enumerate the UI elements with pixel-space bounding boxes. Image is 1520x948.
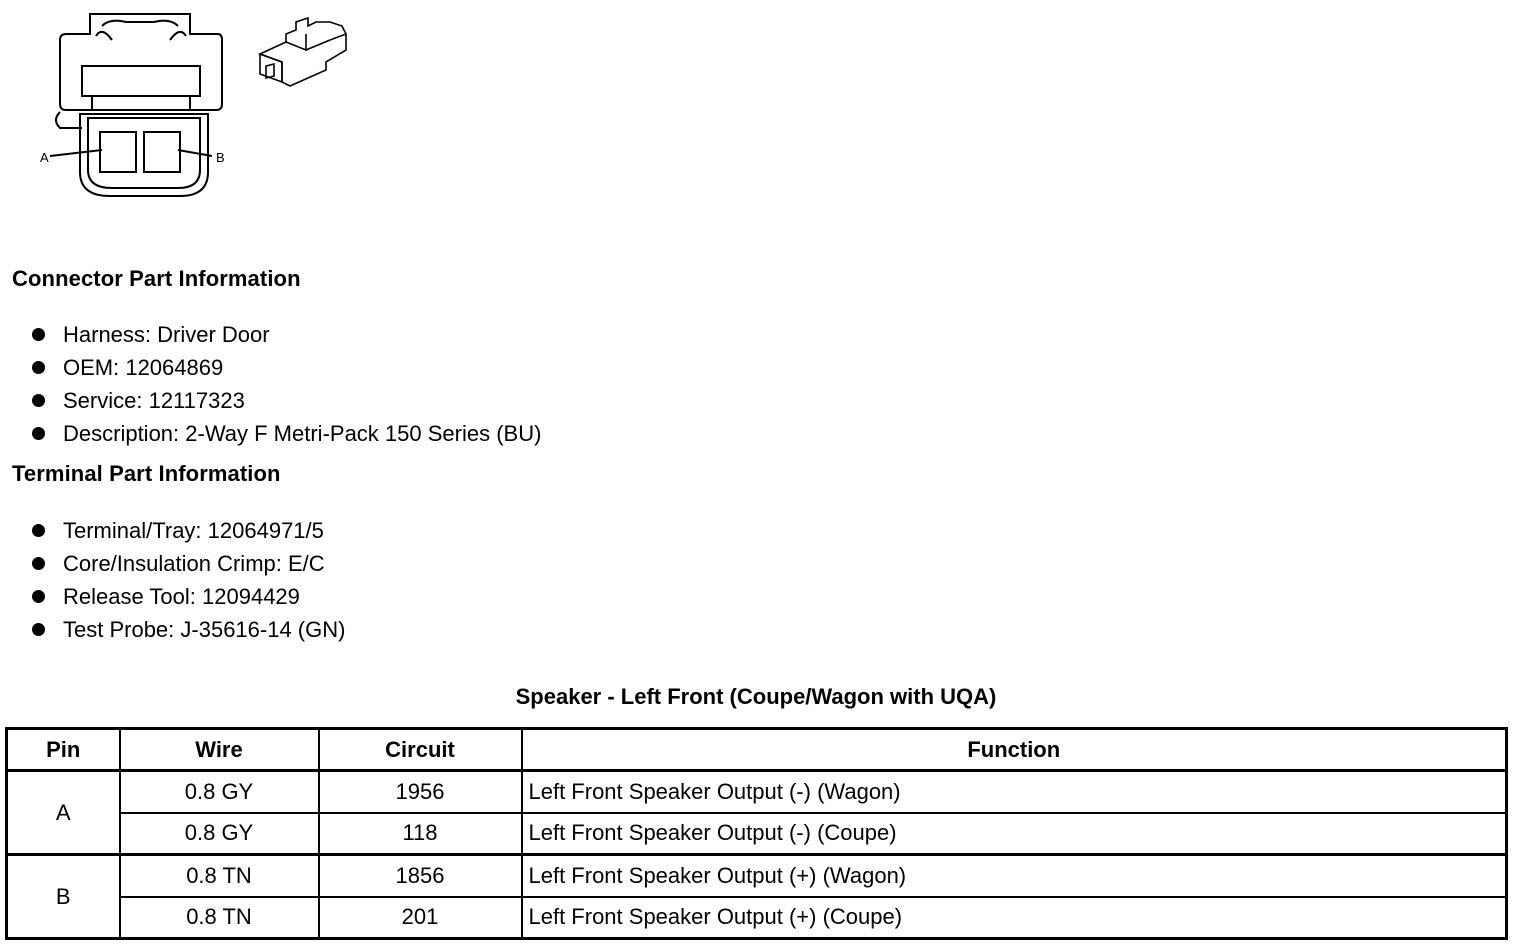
header-pin: Pin <box>7 729 120 771</box>
circuit-cell: 1956 <box>319 771 522 813</box>
header-function: Function <box>522 729 1507 771</box>
terminal-tray-text: Terminal/Tray: 12064971/5 <box>63 517 324 543</box>
bullet-icon <box>32 524 45 537</box>
wire-cell: 0.8 TN <box>120 897 319 939</box>
list-item <box>30 613 345 646</box>
bullet-icon <box>32 394 45 407</box>
header-wire: Wire <box>120 729 319 771</box>
pin-label-a: A <box>40 150 49 165</box>
connector-info-heading: Connector Part Information <box>12 266 301 291</box>
function-cell: Left Front Speaker Output (+) (Coupe) <box>522 897 1507 939</box>
pin-cell: A <box>7 771 120 855</box>
bullet-icon <box>32 557 45 570</box>
bullet-icon <box>32 361 45 374</box>
table-row <box>7 813 1507 855</box>
connector-diagram <box>30 4 360 204</box>
list-item <box>30 318 541 351</box>
harness-text: Harness: Driver Door <box>63 321 270 347</box>
bullet-icon <box>32 590 45 603</box>
bullet-icon <box>32 427 45 440</box>
function-cell: Left Front Speaker Output (+) (Wagon) <box>522 855 1507 897</box>
circuit-cell: 201 <box>319 897 522 939</box>
terminal-info-heading: Terminal Part Information <box>12 461 281 486</box>
header-circuit: Circuit <box>319 729 522 771</box>
pin-label-b: B <box>216 150 225 165</box>
table-row <box>7 771 1507 813</box>
list-item <box>30 514 345 547</box>
crimp-text: Core/Insulation Crimp: E/C <box>63 550 325 576</box>
list-item <box>30 580 345 613</box>
test-probe-text: Test Probe: J-35616-14 (GN) <box>63 616 346 642</box>
bullet-icon <box>32 623 45 636</box>
table-row <box>7 897 1507 939</box>
release-tool-text: Release Tool: 12094429 <box>63 583 300 609</box>
table-row <box>7 855 1507 897</box>
table-header-row <box>7 729 1507 771</box>
function-cell: Left Front Speaker Output (-) (Wagon) <box>522 771 1507 813</box>
bullet-icon <box>32 328 45 341</box>
list-item <box>30 351 541 384</box>
description-text: Description: 2-Way F Metri-Pack 150 Series (BU) <box>63 420 542 446</box>
list-item <box>30 547 345 580</box>
table-title: Speaker - Left Front (Coupe/Wagon with UQA) <box>515 684 997 709</box>
connector-info-list <box>30 318 541 450</box>
wire-cell: 0.8 GY <box>120 813 319 855</box>
pinout-table <box>5 727 1508 940</box>
service-text: Service: 12117323 <box>63 387 245 413</box>
connector-drawing <box>30 4 360 204</box>
circuit-cell: 1856 <box>319 855 522 897</box>
terminal-info-list <box>30 514 345 646</box>
wire-cell: 0.8 TN <box>120 855 319 897</box>
oem-text: OEM: 12064869 <box>63 354 224 380</box>
list-item <box>30 384 541 417</box>
function-cell: Left Front Speaker Output (-) (Coupe) <box>522 813 1507 855</box>
list-item <box>30 417 541 450</box>
circuit-cell: 118 <box>319 813 522 855</box>
pin-cell: B <box>7 855 120 939</box>
wire-cell: 0.8 GY <box>120 771 319 813</box>
